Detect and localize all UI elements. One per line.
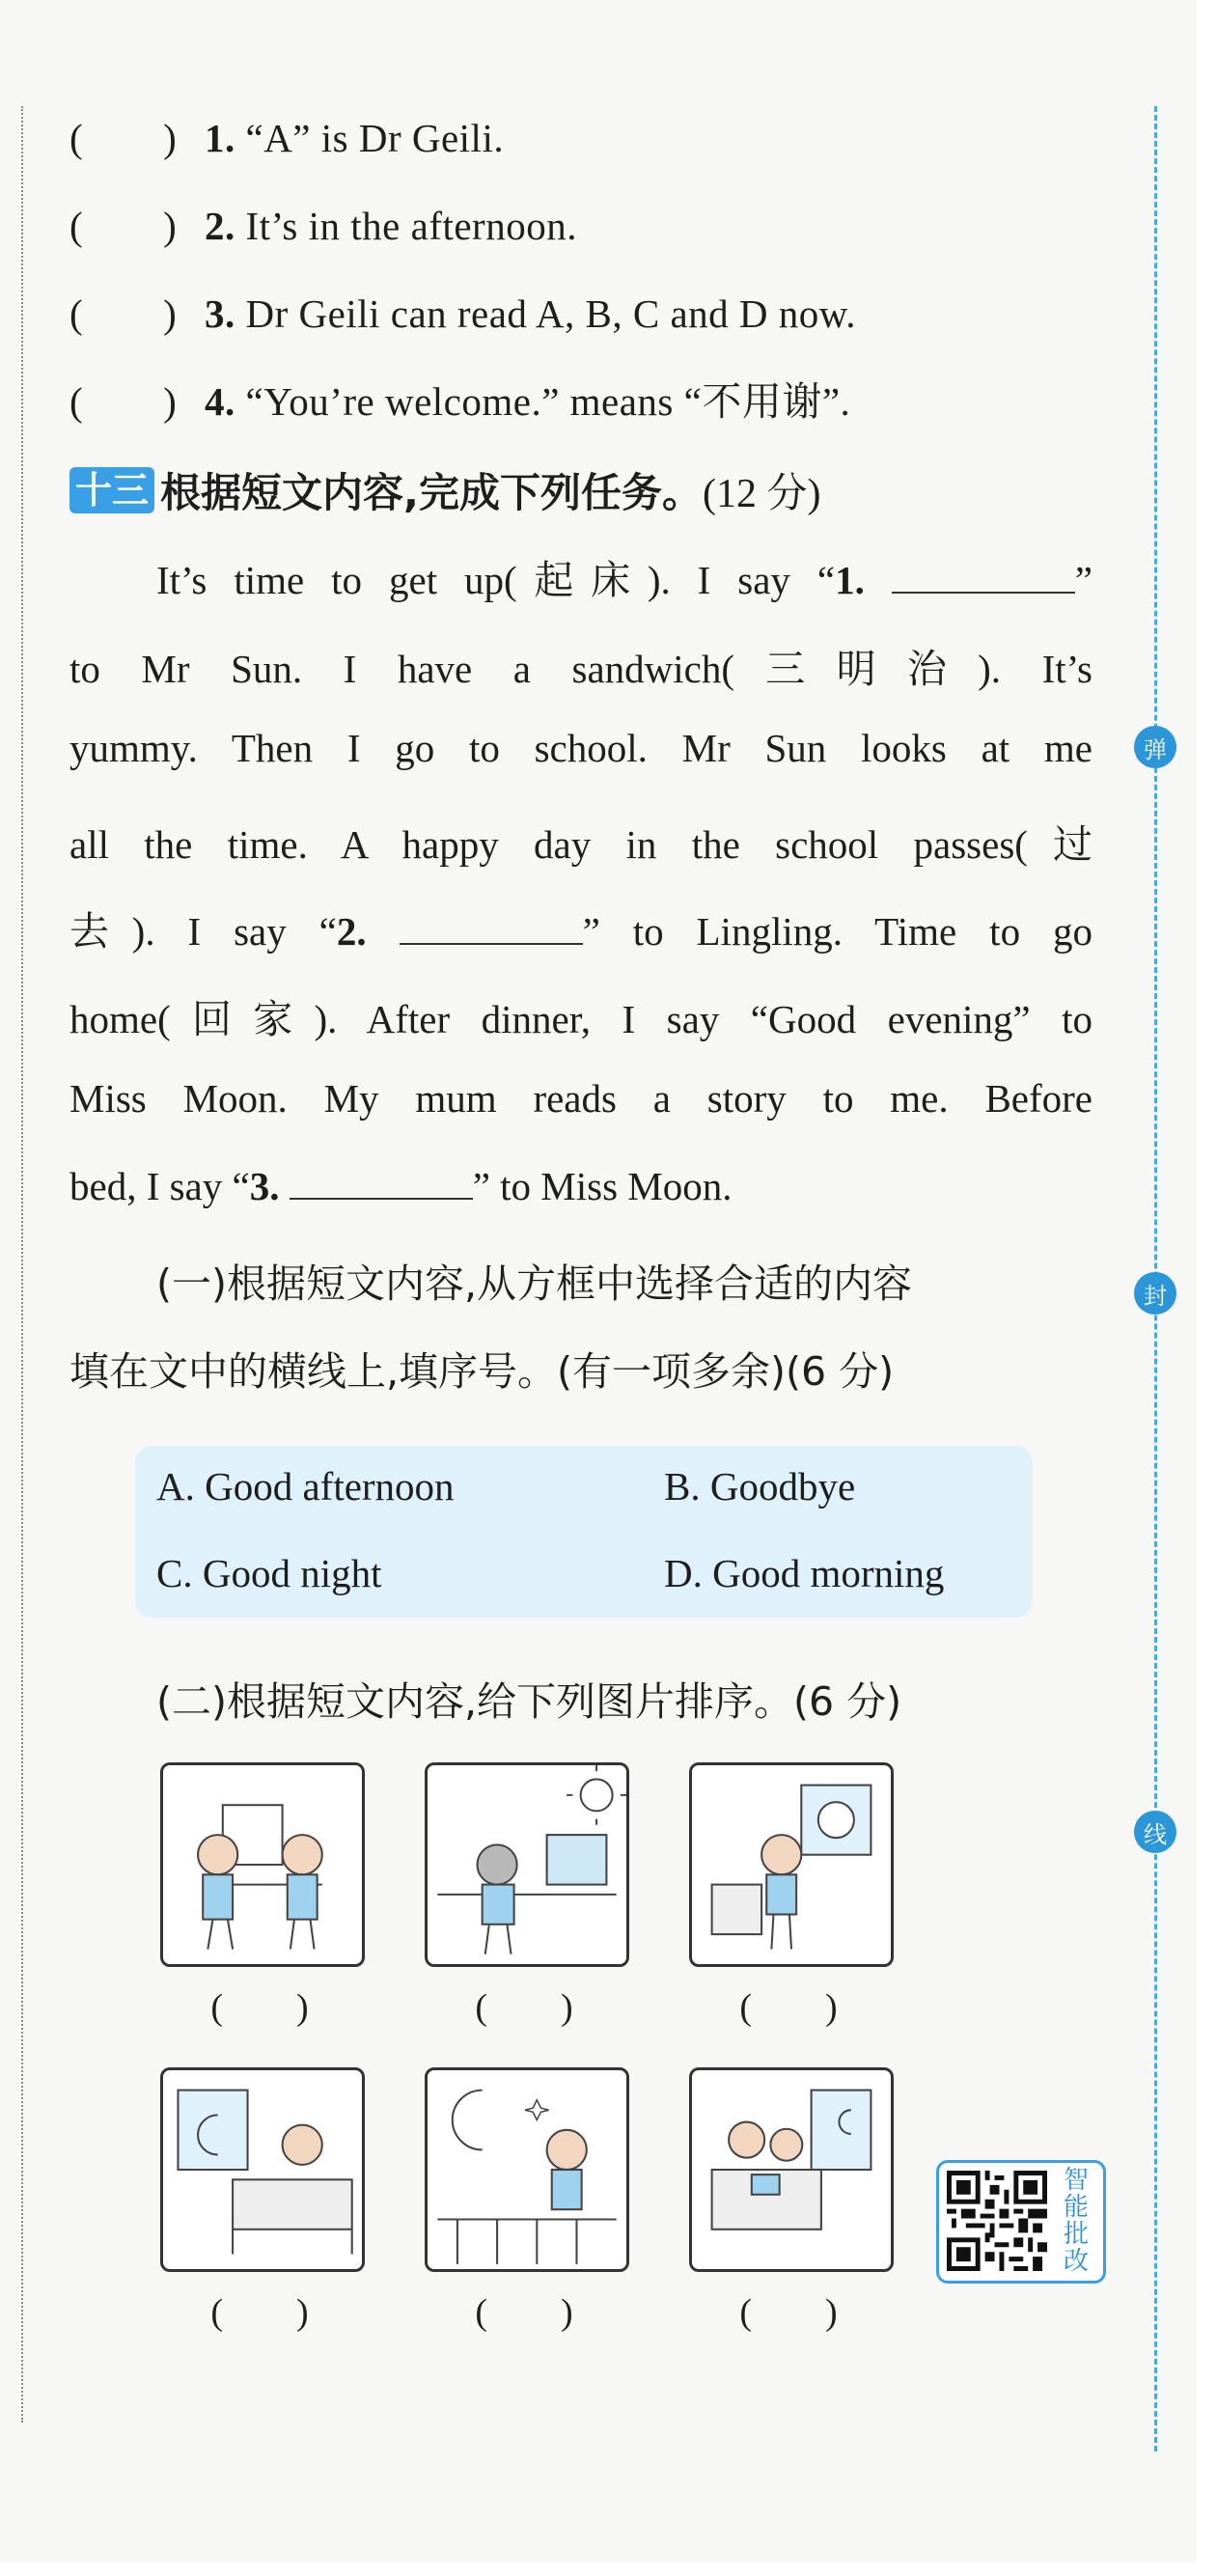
part1-instruction-line-1: (一)根据短文内容,从方框中选择合适的内容 xyxy=(156,1260,913,1307)
section-heading xyxy=(69,461,820,519)
question-number: 1. xyxy=(205,116,235,160)
qr-label-char: 批 xyxy=(1063,2220,1089,2249)
picture-mum-reading-story xyxy=(689,2067,894,2272)
picture-child-waving-at-moon xyxy=(425,2067,629,2272)
question-text: “You’re welcome.” means “不用谢”. xyxy=(235,379,851,424)
options-box xyxy=(135,1446,1033,1618)
passage-text: bed, I say “ xyxy=(69,1164,250,1208)
question-2 xyxy=(69,194,577,251)
passage-line-4: all the time. A happy day in the school passes(过 xyxy=(69,822,1093,867)
section-title: 根据短文内容,完成下列任务。 xyxy=(160,469,703,516)
picture-child-in-bed-moon xyxy=(160,2067,365,2272)
qr-label-char: 改 xyxy=(1063,2247,1089,2276)
passage-line-8 xyxy=(69,1163,1093,1209)
option-a: A. Good afternoon xyxy=(156,1464,455,1509)
picture-answer-paren[interactable]: ( ) xyxy=(210,2292,309,2333)
passage-line-6: home(回家). After dinner, I say “Good evening” to xyxy=(69,997,1093,1041)
answer-paren[interactable]: ( ) xyxy=(69,379,178,424)
section-number-badge: 十三 xyxy=(69,467,154,513)
part1-instruction-line-2: 填在文中的横线上,填序号。(有一项多余)(6 分) xyxy=(69,1348,895,1395)
question-number: 3. xyxy=(205,291,235,336)
answer-paren[interactable]: ( ) xyxy=(69,116,178,160)
qr-label-char: 能 xyxy=(1063,2193,1089,2222)
picture-answer-paren[interactable]: ( ) xyxy=(475,2292,573,2333)
passage-text: ” to Miss Moon. xyxy=(472,1164,733,1208)
blank-3[interactable] xyxy=(290,1163,473,1200)
picture-answer-paren[interactable]: ( ) xyxy=(210,1987,309,2028)
blank-number-3: 3. xyxy=(249,1164,280,1208)
qr-label xyxy=(1057,2167,1095,2275)
blank-number-2: 2. xyxy=(336,909,367,954)
left-dotted-rule xyxy=(21,106,23,2423)
section-score: (12 分) xyxy=(702,472,821,516)
passage-text: ” to Lingling. Time to go xyxy=(582,909,1093,954)
question-3 xyxy=(69,282,856,339)
blank-number-1: 1. xyxy=(835,558,865,602)
picture-child-walking-sunny xyxy=(425,1762,629,1967)
passage-line-2: to Mr Sun. I have a sandwich(三明治). It’s xyxy=(69,647,1093,691)
answer-paren[interactable]: ( ) xyxy=(69,291,178,336)
picture-answer-paren[interactable]: ( ) xyxy=(739,1987,838,2028)
blank-1[interactable] xyxy=(892,557,1075,594)
option-c: C. Good night xyxy=(156,1551,382,1595)
question-number: 2. xyxy=(205,204,235,248)
binding-mark-2: 封 xyxy=(1134,1272,1176,1315)
option-b: B. Goodbye xyxy=(664,1464,856,1509)
question-number: 4. xyxy=(205,379,235,424)
passage-text: It’s time to get up(起床). I say “ xyxy=(156,558,836,602)
qr-code-icon xyxy=(947,2171,1047,2271)
picture-answer-paren[interactable]: ( ) xyxy=(475,1987,573,2028)
answer-paren[interactable]: ( ) xyxy=(69,204,178,248)
question-4 xyxy=(69,370,850,427)
binding-mark-3: 线 xyxy=(1134,1811,1176,1853)
blank-2[interactable] xyxy=(400,908,583,945)
qr-code-widget[interactable] xyxy=(936,2160,1106,2284)
passage-text: ” xyxy=(1074,558,1093,602)
binding-mark-1: 弹 xyxy=(1134,726,1176,768)
option-d: D. Good morning xyxy=(664,1551,945,1595)
passage-line-3: yummy. Then I go to school. Mr Sun looks at me xyxy=(69,726,1093,770)
passage-text: 去). I say “ xyxy=(69,909,337,954)
question-1 xyxy=(69,106,504,163)
picture-answer-paren[interactable]: ( ) xyxy=(739,2292,838,2333)
passage-line-7: Miss Moon. My mum reads a story to me. Before xyxy=(69,1076,1093,1121)
qr-label-char: 智 xyxy=(1063,2166,1089,2195)
part2-instruction: (二)根据短文内容,给下列图片排序。(6 分) xyxy=(156,1678,902,1725)
question-text: Dr Geili can read A, B, C and D now. xyxy=(235,291,856,336)
question-text: “A” is Dr Geili. xyxy=(235,116,505,160)
passage-line-1 xyxy=(156,548,1093,605)
picture-two-kids-waving xyxy=(160,1762,365,1967)
passage-line-5 xyxy=(69,900,1093,956)
picture-child-at-window-sun xyxy=(689,1762,894,1967)
question-text: It’s in the afternoon. xyxy=(235,204,577,248)
